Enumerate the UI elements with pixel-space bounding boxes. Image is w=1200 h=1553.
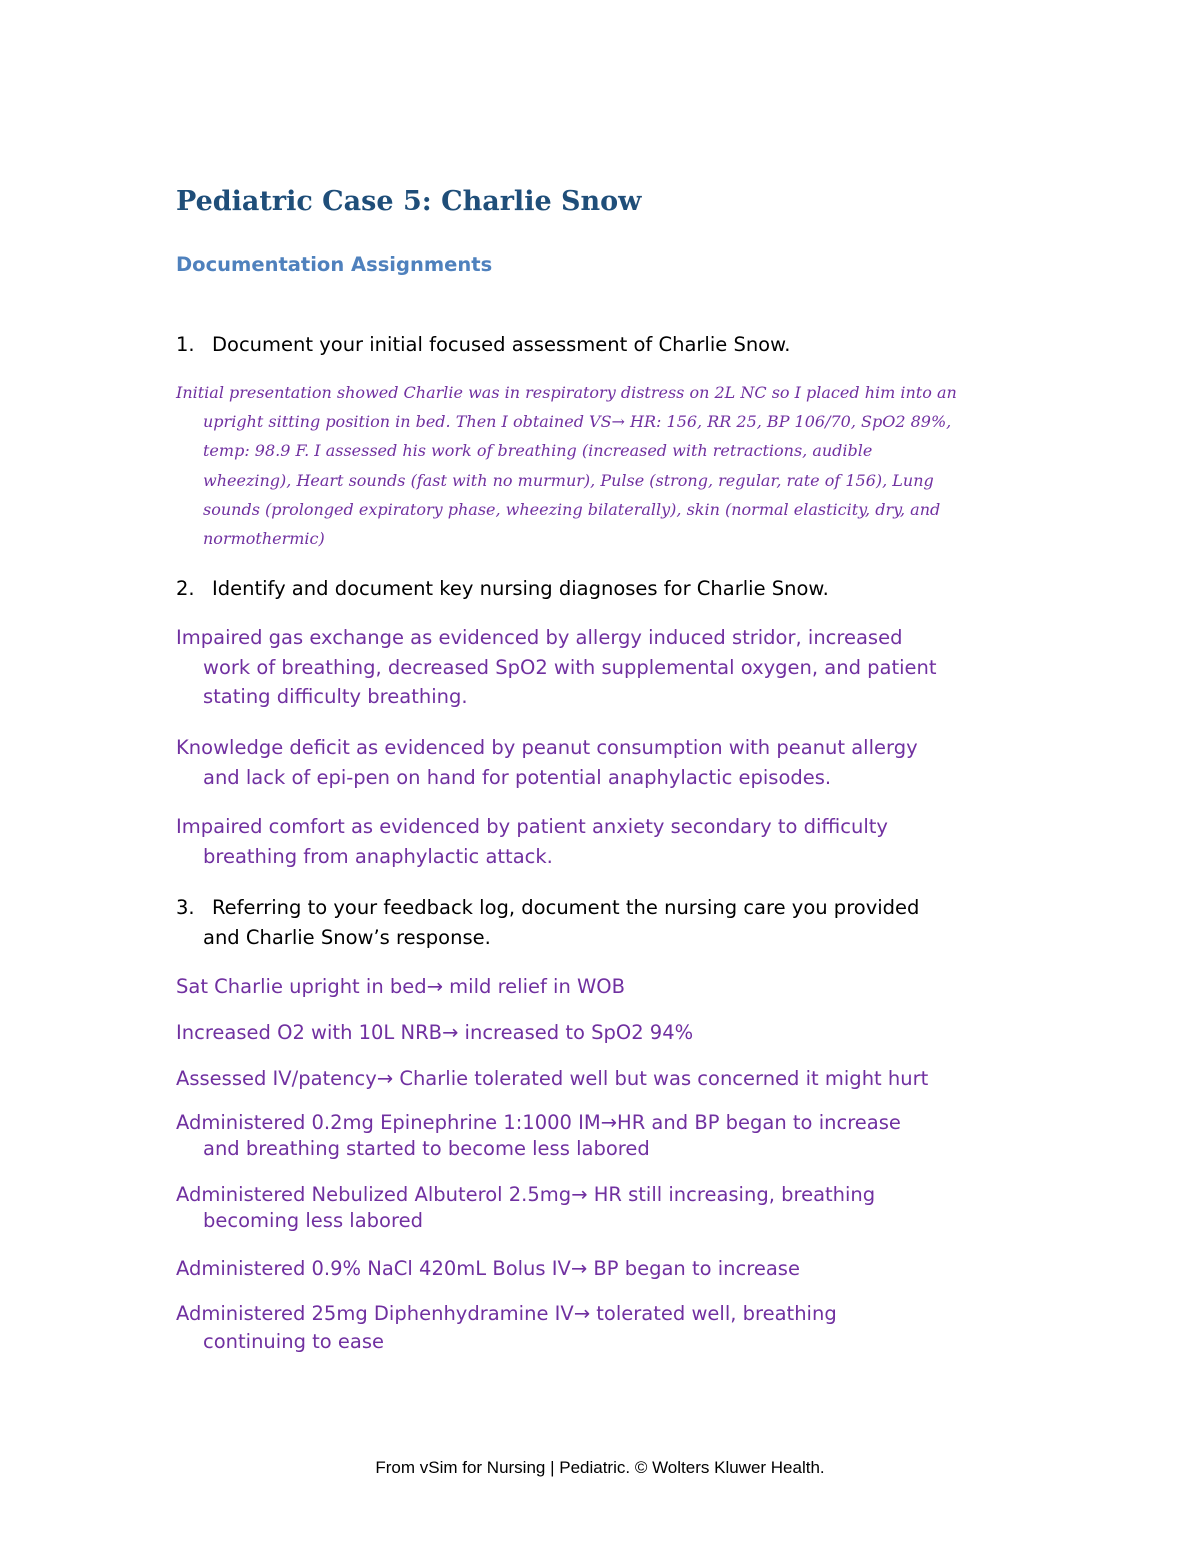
answer-line: Increased O2 with 10L NRB→ increased to SpO2 94% xyxy=(176,1021,694,1044)
question-number: 3. xyxy=(176,896,195,919)
answer-line: Impaired gas exchange as evidenced by allergy induced stridor, increased xyxy=(176,626,903,649)
answer-line: wheezing), Heart sounds (fast with no murmur), Pulse (strong, regular, rate of 156), Lung xyxy=(203,470,934,490)
page-footer: From vSim for Nursing | Pediatric. © Wolters Kluwer Health. xyxy=(375,1458,825,1477)
answer-line: Sat Charlie upright in bed→ mild relief in WOB xyxy=(176,975,626,998)
question-text: Referring to your feedback log, document the nursing care you provided xyxy=(212,896,920,919)
question-number: 1. xyxy=(176,333,195,356)
care-item xyxy=(176,1300,1056,1356)
answer-line: breathing from anaphylactic attack. xyxy=(203,844,553,868)
question-3 xyxy=(176,893,1036,953)
care-item xyxy=(176,972,1056,1002)
answer-line: Administered Nebulized Albuterol 2.5mg→ HR still increasing, breathing xyxy=(176,1183,876,1206)
care-item xyxy=(176,1110,1056,1162)
answer-line: Administered 0.2mg Epinephrine 1:1000 IM→HR and BP began to increase xyxy=(176,1111,901,1134)
answer-line: sounds (prolonged expiratory phase, wheezing bilaterally), skin (normal elasticity, dry, and xyxy=(203,499,941,519)
care-item xyxy=(176,1254,1056,1284)
answer-line: Initial presentation showed Charlie was in respiratory distress on 2L NC so I placed him into an xyxy=(176,383,957,402)
question-text: and Charlie Snow’s response. xyxy=(203,926,491,949)
answer-line: Knowledge deficit as evidenced by peanut consumption with peanut allergy xyxy=(176,736,918,759)
question-text: Document your initial focused assessment of Charlie Snow. xyxy=(212,333,791,356)
answer-line: Impaired comfort as evidenced by patient anxiety secondary to difficulty xyxy=(176,815,888,838)
answer-line: upright sitting position in bed. Then I obtained VS→ HR: 156, RR 25, BP 106/70, SpO2 89%, xyxy=(203,412,952,432)
answer-line: work of breathing, decreased SpO2 with supplemental oxygen, and patient xyxy=(203,655,937,679)
answer-1 xyxy=(176,378,1056,553)
answer-line: stating difficulty breathing. xyxy=(203,685,468,708)
question-number: 2. xyxy=(176,577,195,600)
diagnosis-2 xyxy=(176,733,1056,792)
answer-line: Assessed IV/patency→ Charlie tolerated well but was concerned it might hurt xyxy=(176,1067,929,1090)
answer-line: temp: 98.9 F. I assessed his work of breathing (increased with retractions, audible xyxy=(203,441,873,461)
diagnosis-1 xyxy=(176,623,1056,712)
answer-line: and breathing started to become less labored xyxy=(203,1137,650,1160)
care-item xyxy=(176,1064,1056,1094)
answer-line: continuing to ease xyxy=(203,1330,385,1353)
section-subtitle: Documentation Assignments xyxy=(176,253,493,276)
answer-line: normothermic) xyxy=(203,529,325,549)
question-text: Identify and document key nursing diagnoses for Charlie Snow. xyxy=(212,577,829,600)
care-item xyxy=(176,1182,1056,1234)
answer-line: Administered 0.9% NaCl 420mL Bolus IV→ BP began to increase xyxy=(176,1257,800,1280)
diagnosis-3 xyxy=(176,812,1056,871)
question-2 xyxy=(176,574,1036,604)
question-1 xyxy=(176,330,1036,360)
care-item xyxy=(176,1018,1056,1048)
answer-line: becoming less labored xyxy=(203,1209,423,1232)
answer-line: and lack of epi-pen on hand for potential anaphylactic episodes. xyxy=(203,765,832,789)
answer-line: Administered 25mg Diphenhydramine IV→ tolerated well, breathing xyxy=(176,1302,837,1325)
page-title: Pediatric Case 5: Charlie Snow xyxy=(176,186,642,217)
